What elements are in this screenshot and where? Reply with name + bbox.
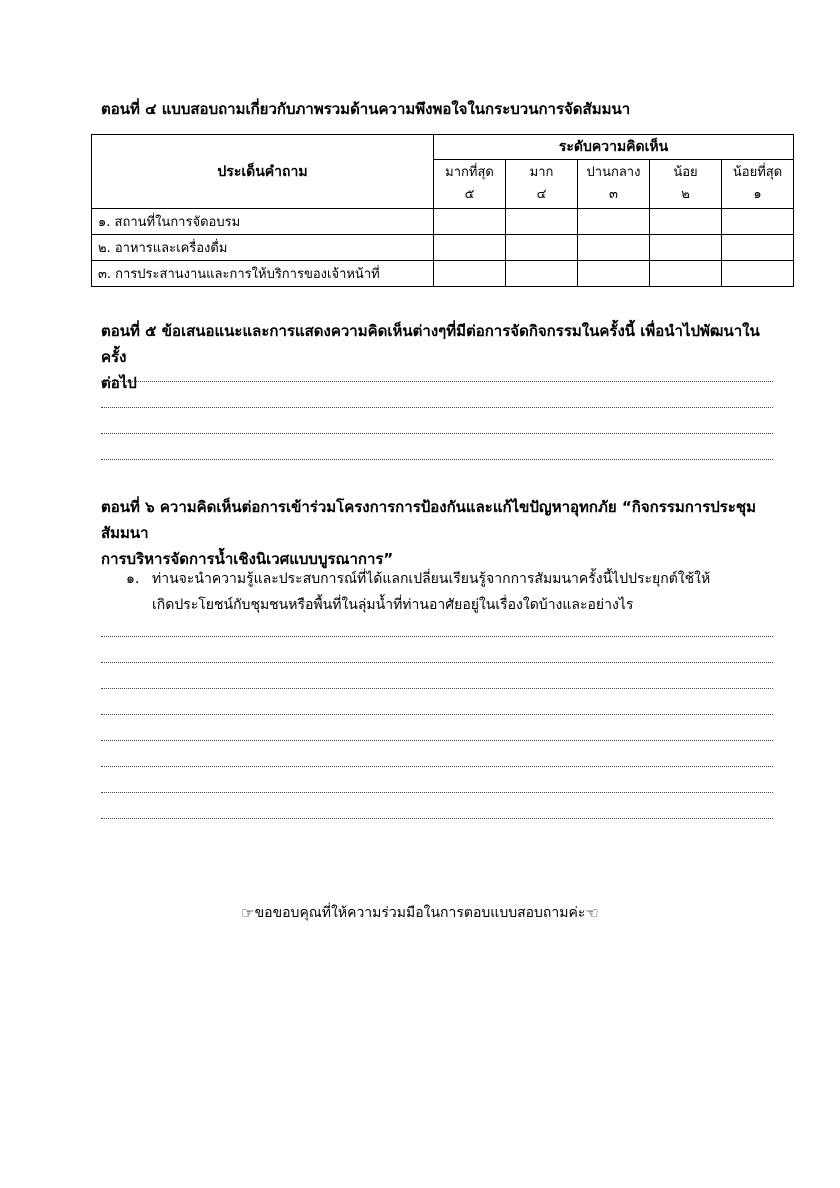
answer-line[interactable] (101, 662, 773, 663)
rating-cell[interactable] (722, 209, 794, 235)
rating-cell[interactable] (506, 261, 578, 287)
question-text (152, 566, 786, 618)
pointing-hand-icon: ☜ (585, 904, 599, 922)
level-label: น้อยที่สุด (732, 165, 783, 180)
rating-cell[interactable] (650, 209, 722, 235)
level-score: ๔ (536, 187, 547, 202)
part6-title-line1: ตอนที่ ๖ ความคิดเห็นต่อการเข้าร่วมโครงการการป้องกันและแก้ไขปัญหาอุทกภัย “กิจกรรมการประชุมสัมมนา (101, 498, 756, 542)
answer-line[interactable] (101, 818, 773, 819)
rating-cell[interactable] (722, 235, 794, 261)
part5-title (101, 318, 781, 396)
level-header (434, 160, 506, 209)
opinion-level-header: ระดับความคิดเห็น (434, 135, 794, 160)
level-header (506, 160, 578, 209)
question-text-line2: เกิดประโยชน์กับชุมชนหรือพื้นที่ในลุ่มน้ำที่ท่านอาศัยอยู่ในเรื่องใดบ้างและอย่างไร (152, 597, 634, 613)
table-row (92, 261, 794, 287)
answer-line[interactable] (101, 714, 773, 715)
answer-line[interactable] (101, 740, 773, 741)
table-row (92, 209, 794, 235)
level-score: ๓ (609, 187, 618, 202)
question-column-header: ประเด็นคำถาม (92, 135, 434, 209)
rating-cell[interactable] (650, 261, 722, 287)
answer-line[interactable] (101, 688, 773, 689)
level-score: ๑ (753, 187, 762, 202)
level-label: มากที่สุด (445, 165, 494, 180)
part5-title-line1: ตอนที่ ๕ ข้อเสนอแนะและการแสดงความคิดเห็นต่างๆที่มีต่อการจัดกิจกรรมในครั้งนี้ เพื่อนำไปพัฒนาในครั้ง (101, 322, 760, 366)
answer-line[interactable] (101, 381, 773, 382)
question-item: ๓. การประสานงานและการให้บริการของเจ้าหน้าที่ (92, 261, 434, 287)
rating-cell[interactable] (722, 261, 794, 287)
rating-cell[interactable] (506, 235, 578, 261)
part6-title-line2: การบริหารจัดการน้ำเชิงนิเวศแบบบูรณาการ” (101, 550, 394, 568)
question-item: ๒. อาหารและเครื่องดื่ม (92, 235, 434, 261)
rating-cell[interactable] (434, 261, 506, 287)
level-score: ๕ (464, 187, 475, 202)
closing-text: ขอขอบคุณที่ให้ความร่วมมือในการตอบแบบสอบถามค่ะ (254, 905, 586, 921)
part4-title: ตอนที่ ๔ แบบสอบถามเกี่ยวกับภาพรวมด้านความพึงพอใจในกระบวนการจัดสัมมนา (101, 100, 631, 118)
open-question (126, 566, 786, 618)
rating-cell[interactable] (650, 235, 722, 261)
rating-cell[interactable] (434, 235, 506, 261)
rating-cell[interactable] (578, 209, 650, 235)
rating-cell[interactable] (578, 235, 650, 261)
answer-line[interactable] (101, 433, 773, 434)
level-header (650, 160, 722, 209)
answer-line[interactable] (101, 459, 773, 460)
level-label: ปานกลาง (586, 165, 641, 180)
satisfaction-table (91, 134, 794, 287)
answer-line[interactable] (101, 766, 773, 767)
answer-line[interactable] (101, 636, 773, 637)
answer-line[interactable] (101, 407, 773, 408)
question-number: ๑. (126, 571, 140, 587)
table-row (92, 235, 794, 261)
level-header (722, 160, 794, 209)
question-text-line1: ท่านจะนำความรู้และประสบการณ์ที่ได้แลกเปลี่ยนเรียนรู้จากการสัมมนาครั้งนี้ไปประยุกต์ใช้ให้ (152, 571, 711, 587)
part6-title (101, 494, 781, 572)
pointing-hand-icon: ☞ (241, 904, 255, 922)
answer-line[interactable] (101, 792, 773, 793)
level-label: มาก (529, 165, 554, 180)
level-header (578, 160, 650, 209)
rating-cell[interactable] (506, 209, 578, 235)
level-score: ๒ (681, 187, 690, 202)
rating-cell[interactable] (578, 261, 650, 287)
part5-title-line2: ต่อไป (101, 374, 137, 392)
question-item: ๑. สถานที่ในการจัดอบรม (92, 209, 434, 235)
level-label: น้อย (673, 165, 698, 180)
closing-note (0, 902, 840, 924)
rating-cell[interactable] (434, 209, 506, 235)
